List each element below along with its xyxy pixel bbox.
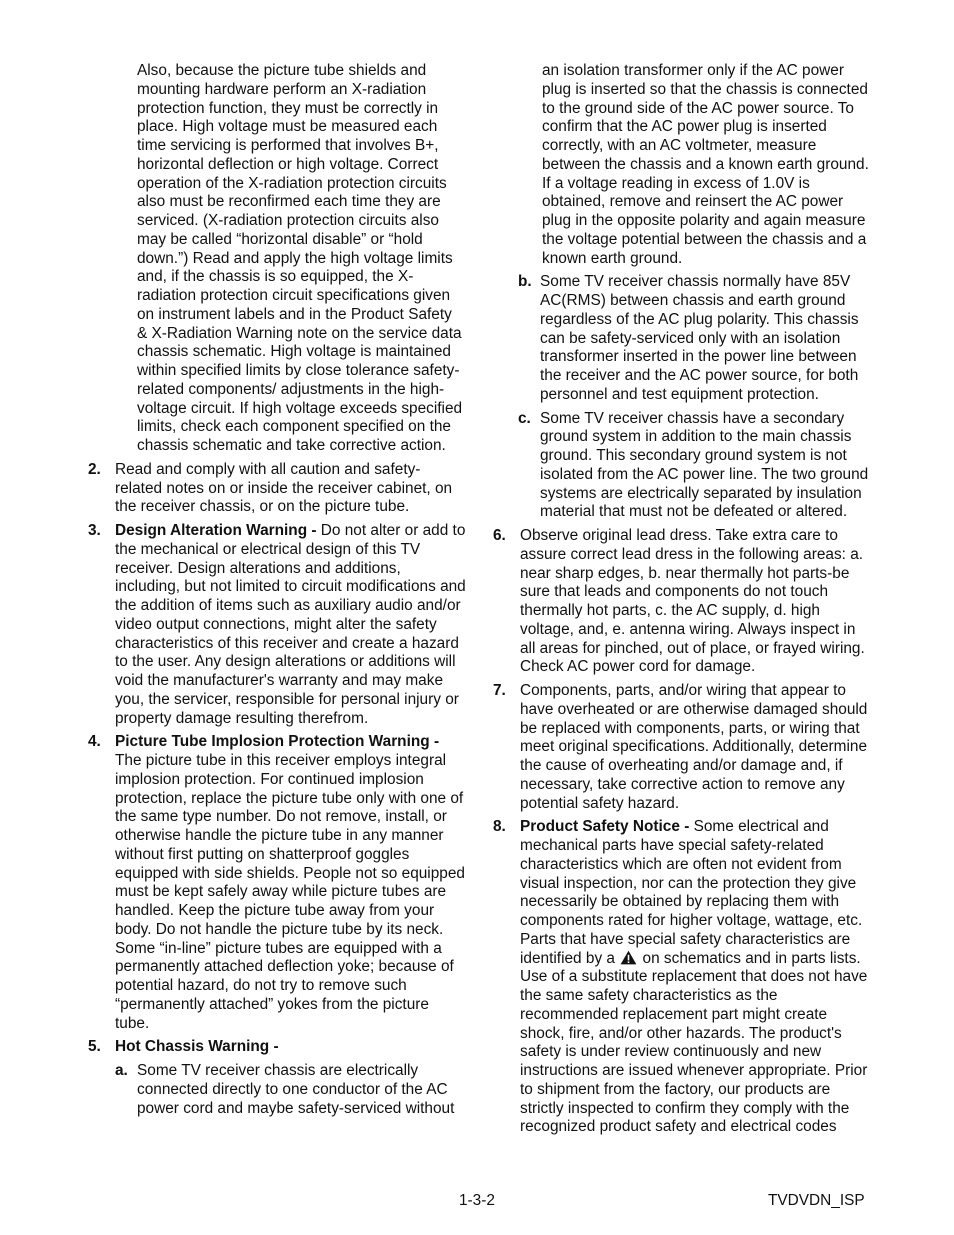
left-column (88, 62, 466, 1123)
list-item-2 (88, 461, 466, 517)
list-item-3 (88, 522, 466, 728)
sub-item-c (493, 410, 869, 523)
item-body (115, 522, 466, 728)
item-body (115, 733, 466, 1033)
item-lead: Product Safety Notice - (520, 818, 690, 836)
sub-item-letter: b. (518, 273, 532, 291)
item-text: Do not alter or add to the mechanical or electrical design of this TV receiver. Design alterations and additions, including, but not limited to circuit modifications and the addition of items such as auxiliary audio and/or video output connections, might alter the safety characteristics of this receiver and create a hazard to the user. Any design alterations or additions will void the manufacturer's warranty and may make you, the servicer, responsible for personal injury or property damage resulting therefrom. (115, 522, 466, 727)
list-item-4 (88, 733, 466, 1033)
item-lead: Hot Chassis Warning - (115, 1038, 279, 1056)
item-text: Observe original lead dress. Take extra care to assure correct lead dress in the following areas: a. near sharp edges, b. near thermally hot parts-be sure that leads and components do not touch thermally hot parts, c. the AC supply, d. high voltage, and, e. antenna wiring. Always inspect in all areas for pinched, out of place, or frayed wiring. Check AC power cord for damage. (520, 527, 865, 676)
item-body (520, 818, 869, 1137)
warning-triangle-icon (620, 950, 637, 965)
sub-item-letter: a. (115, 1062, 128, 1079)
sub-item-text: Some TV receiver chassis normally have 85V AC(RMS) between chassis and earth ground regardless of the AC plug polarity. This chassis can be safety-serviced only with an isolation transformer inserted in the power line between the receiver and the AC power source, for both personnel and test equipment protection. (540, 273, 859, 403)
item-text: Read and comply with all caution and safety-related notes on or inside the receiver cabinet, on the receiver chassis, or on the picture tube. (115, 460, 453, 516)
sub-item-text: Some TV receiver chassis are electrically connected directly to one conductor of the AC power cord and maybe safety-serviced without (137, 1062, 455, 1117)
item-number: 2. (88, 460, 101, 478)
list-item-7 (493, 682, 869, 813)
item-number: 3. (88, 522, 101, 539)
right-column (493, 62, 869, 1142)
item-lead: Design Alteration Warning - (115, 522, 317, 539)
item-text: The picture tube in this receiver employs integral implosion protection. For continued implosion protection, replace the picture tube only with one of the same type number. Do not remove, install, or otherwise handle the picture tube in any manner without first putting on shatterproof goggles equipped with side shields. People not so equipped must be kept safely away while picture tubes are handled. Keep the picture tube away from your body. Do not handle the picture tube by its neck. Some “in-line” picture tubes are equipped with a permanently attached deflection yoke; because of potential hazard, do not try to remove such “permanently attached” yokes from the picture tube. (115, 752, 465, 1032)
sub-item-a-continuation: an isolation transformer only if the AC power plug is inserted so that the chassis is connected to the ground side of the AC power source. To confirm that the AC power plug is inserted correctly, with an AC voltmeter, measure between the chassis and a known earth ground. If a voltage reading in excess of 1.0V is obtained, remove and reinsert the AC power plug in the opposite polarity and again measure the voltage potential between the chassis and a known earth ground. (542, 62, 869, 267)
item1-continuation: Also, because the picture tube shields and mounting hardware perform an X-radiation protection function, they must be correctly in place. High voltage must be measured each time servicing is performed that involves B+, horizontal deflection or high voltage. Correct operation of the X-radiation protection circuits also must be reconfirmed each time they are serviced. (X-radiation protection circuits also may be called “horizontal disable” or “hold down.”) Read and apply the high voltage limits and, if the chassis is so equipped, the X-radiation protection circuit specifications given on instrument labels and in the Product Safety & X-Radiation Warning note on the service data chassis schematic. High voltage is maintained within specified limits by close tolerance safety-related components/ adjustments in the high-voltage circuit. If high voltage exceeds specified limits, check each component specified on the chassis schematic and take corrective action. (137, 62, 463, 454)
list-item-5 (88, 1038, 466, 1057)
item-text-after-icon: on schematics and in parts lists. Use of a substitute replacement that does not have the same safety characteristics as the recommended replacement part might create shock, fire, and/or other hazards. The product's safety is under review continuously and new instructions are issued whenever appropriate. Prior to shipment from the factory, our products are strictly inspected to confirm they comply with the recognized product safety and electrical codes (520, 949, 868, 1136)
sub-item-text: Some TV receiver chassis have a secondary ground system in addition to the main chassis ground. This secondary ground system is not isolated from the AC power line. The two ground systems are electrically separated by insulation material that must not be defeated or altered. (540, 409, 869, 521)
item-number: 6. (493, 527, 506, 544)
item-text-before-icon: Some electrical and mechanical parts have special safety-related characteristics which are often not evident from visual inspection, nor can the protection they give necessarily be obtained by replacing them with components rated for higher voltage, wattage, etc. Parts that have special safety characteristics are identified by a (520, 818, 863, 967)
list-item-6 (493, 527, 869, 677)
item-number: 7. (493, 682, 506, 699)
item-lead: Picture Tube Implosion Protection Warning - (115, 733, 440, 751)
item-number: 5. (88, 1038, 101, 1056)
sub-item-letter: c. (518, 409, 531, 427)
item-number: 4. (88, 733, 101, 751)
item-text: Components, parts, and/or wiring that appear to have overheated or are otherwise damaged should be replaced with components, parts, or wiring that meet original specifications. Additionally, determine the cause of overheating and/or damage and, if necessary, take corrective action to remove any potential safety hazard. (520, 682, 868, 812)
sub-item-b (493, 273, 869, 404)
page-number: 1-3-2 (459, 1192, 495, 1209)
document-code: TVDVDN_ISP (768, 1192, 865, 1209)
item-number: 8. (493, 818, 506, 836)
list-item-8 (493, 818, 869, 1137)
sub-item-a (88, 1062, 466, 1118)
